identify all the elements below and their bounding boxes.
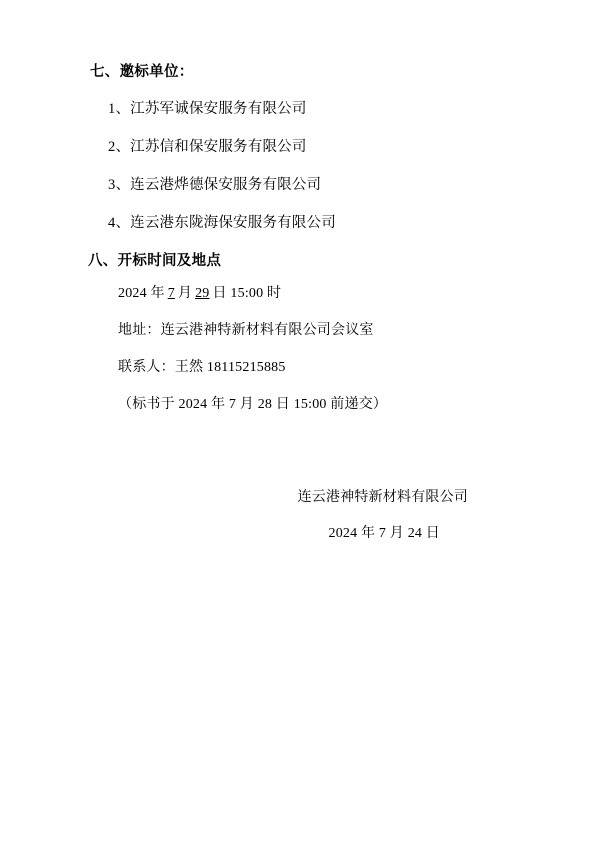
signature-company: 连云港神特新材料有限公司	[297, 490, 468, 505]
section-heading-invited-units: 七、邀标单位：	[90, 64, 194, 80]
section-heading-bid-opening: 八、开标时间及地点	[88, 253, 222, 269]
list-item: 4、连云港东陇海保安服务有限公司	[108, 215, 336, 231]
list-item: 1、江苏军诚保安服务有限公司	[108, 101, 307, 117]
bid-submission-deadline-line: （标书于 2024 年 7 月 28 日 15:00 前递交）	[118, 397, 388, 412]
section-bid-opening	[60, 249, 540, 413]
bid-opening-year: 2024 年	[118, 286, 165, 301]
bid-opening-month-value: 7	[167, 286, 175, 301]
bid-opening-address-line: 地址：连云港神特新材料有限公司会议室	[118, 323, 374, 338]
bid-opening-contact-line: 联系人：王然 18115215885	[118, 360, 286, 375]
list-item: 3、连云港烨德保安服务有限公司	[108, 177, 322, 193]
signature-date: 2024 年 7 月 24 日	[328, 526, 440, 541]
bid-opening-day-value: 29	[195, 286, 210, 301]
bid-opening-time: 15:00 时	[230, 286, 282, 301]
signature-spacer	[60, 430, 540, 486]
bid-opening-month-unit: 月	[177, 286, 193, 301]
bid-opening-day-unit: 日	[212, 286, 227, 301]
bid-opening-time-line	[118, 282, 540, 302]
list-item: 2、江苏信和保安服务有限公司	[108, 139, 307, 155]
section-invited-units	[60, 60, 540, 232]
